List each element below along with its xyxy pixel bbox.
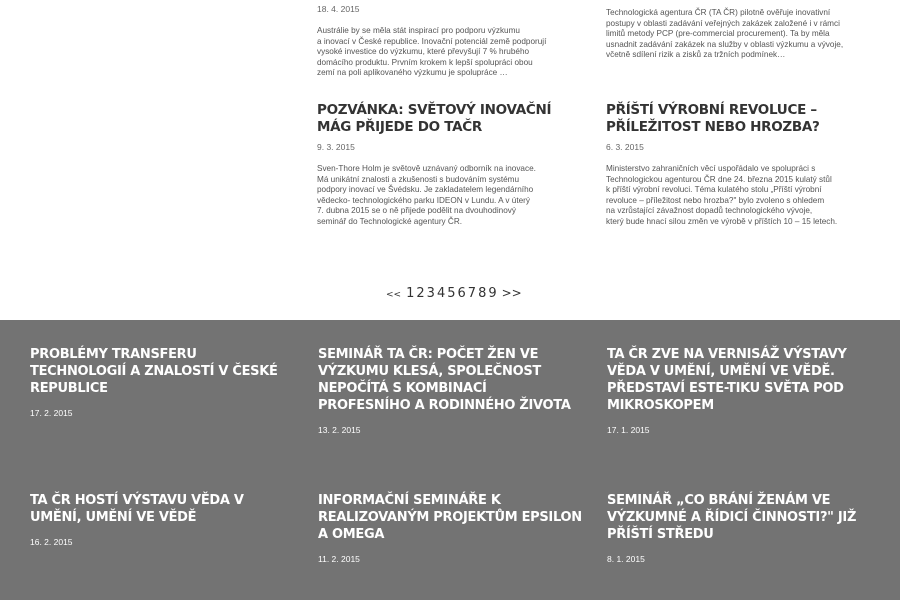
pagination-page-9[interactable]: 9 [488,286,497,301]
pagination-page-4[interactable]: 4 [436,286,446,301]
pagination-page-3[interactable]: 3 [426,286,435,301]
pagination-page-1[interactable]: 1 [406,286,415,301]
news-item [30,346,295,418]
pagination [386,286,522,301]
news-date: 8. 1. 2015 [607,554,645,564]
article-date: 9. 3. 2015 [317,142,355,152]
news-date: 11. 2. 2015 [318,554,360,564]
news-date: 17. 2. 2015 [30,408,73,418]
article-date: 18. 4. 2015 [317,4,360,14]
news-date: 16. 2. 2015 [30,537,73,547]
article-excerpt: Austrálie by se měla stát inspirací pro podporu výzkumu a inovací v České republice. Inovační potenciál země podporují vysoké investice do výzkumu, které převyšují 7 % hrubého domácího produktu. Prvním krokem k lepší spolupráci obou zemí na poli aplikovaného výzkumu je spolupráce … [317,26,547,78]
pagination-prev-link[interactable]: << [386,290,402,300]
news-item [318,492,583,564]
news-item [30,492,295,547]
pagination-page-6[interactable]: 6 [457,286,466,301]
news-title-link[interactable]: INFORMAČNÍ SEMINÁŘE K REALIZOVANÝM PROJEKTŮM EPSILON A OMEGA [318,493,582,542]
article-pcp [606,8,871,61]
news-date: 13. 2. 2015 [318,425,361,435]
pagination-page-5[interactable]: 5 [447,286,456,301]
article-title-link[interactable]: POZVÁNKA: SVĚTOVÝ INOVAČNÍ MÁG PŘIJEDE DO TAČR [317,102,552,135]
pagination-page-7[interactable]: 7 [467,286,477,301]
news-item [607,492,872,564]
news-item [607,346,872,435]
pagination-next-link[interactable]: >> [501,286,522,300]
news-title-link[interactable]: TA ČR ZVE NA VERNISÁŽ VÝSTAVY VĚDA V UMĚNÍ, UMĚNÍ VE VĚDĚ. PŘEDSTAVÍ ESTE-TIKU SVĚTA POD MIKROSKOPEM [607,347,847,413]
news-item [318,346,583,435]
pagination-page-2[interactable]: 2 [416,286,425,301]
news-title-link[interactable]: PROBLÉMY TRANSFERU TECHNOLOGIÍ A ZNALOSTÍ V ČESKÉ REPUBLICE [30,347,278,396]
article-excerpt: Technologická agentura ČR (TA ČR) pilotně ověřuje inovativní postupy v oblasti zadávání veřejných zakázek založené i v rámci limitů metody PCP (pre-commercial procurement). Ta by měla usnadnit zadávání zakázek na služby v oblasti výzkumu a vývoje, včetně sdílení rizik a zisků za tržních podmínek… [606,8,844,60]
pagination-page-8[interactable]: 8 [478,286,487,301]
news-title-link[interactable]: TA ČR HOSTÍ VÝSTAVU VĚDA V UMĚNÍ, UMĚNÍ VE VĚDĚ [30,493,244,525]
article-date: 6. 3. 2015 [606,142,644,152]
article-excerpt: Ministerstvo zahraničních věcí uspořádalo ve spolupráci s Technologickou agenturou ČR dne 24. března 2015 kulatý stůl k příští výrobní revoluci. Téma kulatého stolu „Příští výrobní revoluce – příležitost nebo hrozba?" bylo zvoleno s ohledem na vzrůstající závažnost dopadů technologického vývoje, který bude hnací silou změn ve výrobě v příštích 10 – 15 letech. [606,164,838,226]
news-title-link[interactable]: SEMINÁŘ „CO BRÁNÍ ŽENÁM VE VÝZKUMNÉ A ŘÍDICÍ ČINNOSTI?" JIŽ PŘÍŠTÍ STŘEDU [607,493,857,542]
news-grid [0,320,900,600]
article-title-link[interactable]: PŘÍŠTÍ VÝROBNÍ REVOLUCE – PŘÍLEŽITOST NEBO HROZBA? [606,102,820,135]
article-australia [317,4,582,79]
article-industrial-revolution [606,102,871,228]
article-innovation-mag [317,102,582,228]
news-title-link[interactable]: SEMINÁŘ TA ČR: POČET ŽEN VE VÝZKUMU KLESÁ, SPOLEČNOST NEPOČÍTÁ S KOMBINACÍ PROFESNÍHO A RODINNÉHO ŽIVOTA [318,347,571,413]
news-date: 17. 1. 2015 [607,425,650,435]
article-excerpt: Sven-Thore Holm je světově uznávaný odborník na inovace. Má unikátní znalosti a zkušenosti s budováním systému podpory inovací ve Švédsku. Je zakladatelem legendárního vědecko- technologického parku IDEON v Lundu. A v úterý 7. dubna 2015 se o ně přijede podělit na dvouhodinový seminář do Technologické agentury ČR. [317,164,536,226]
